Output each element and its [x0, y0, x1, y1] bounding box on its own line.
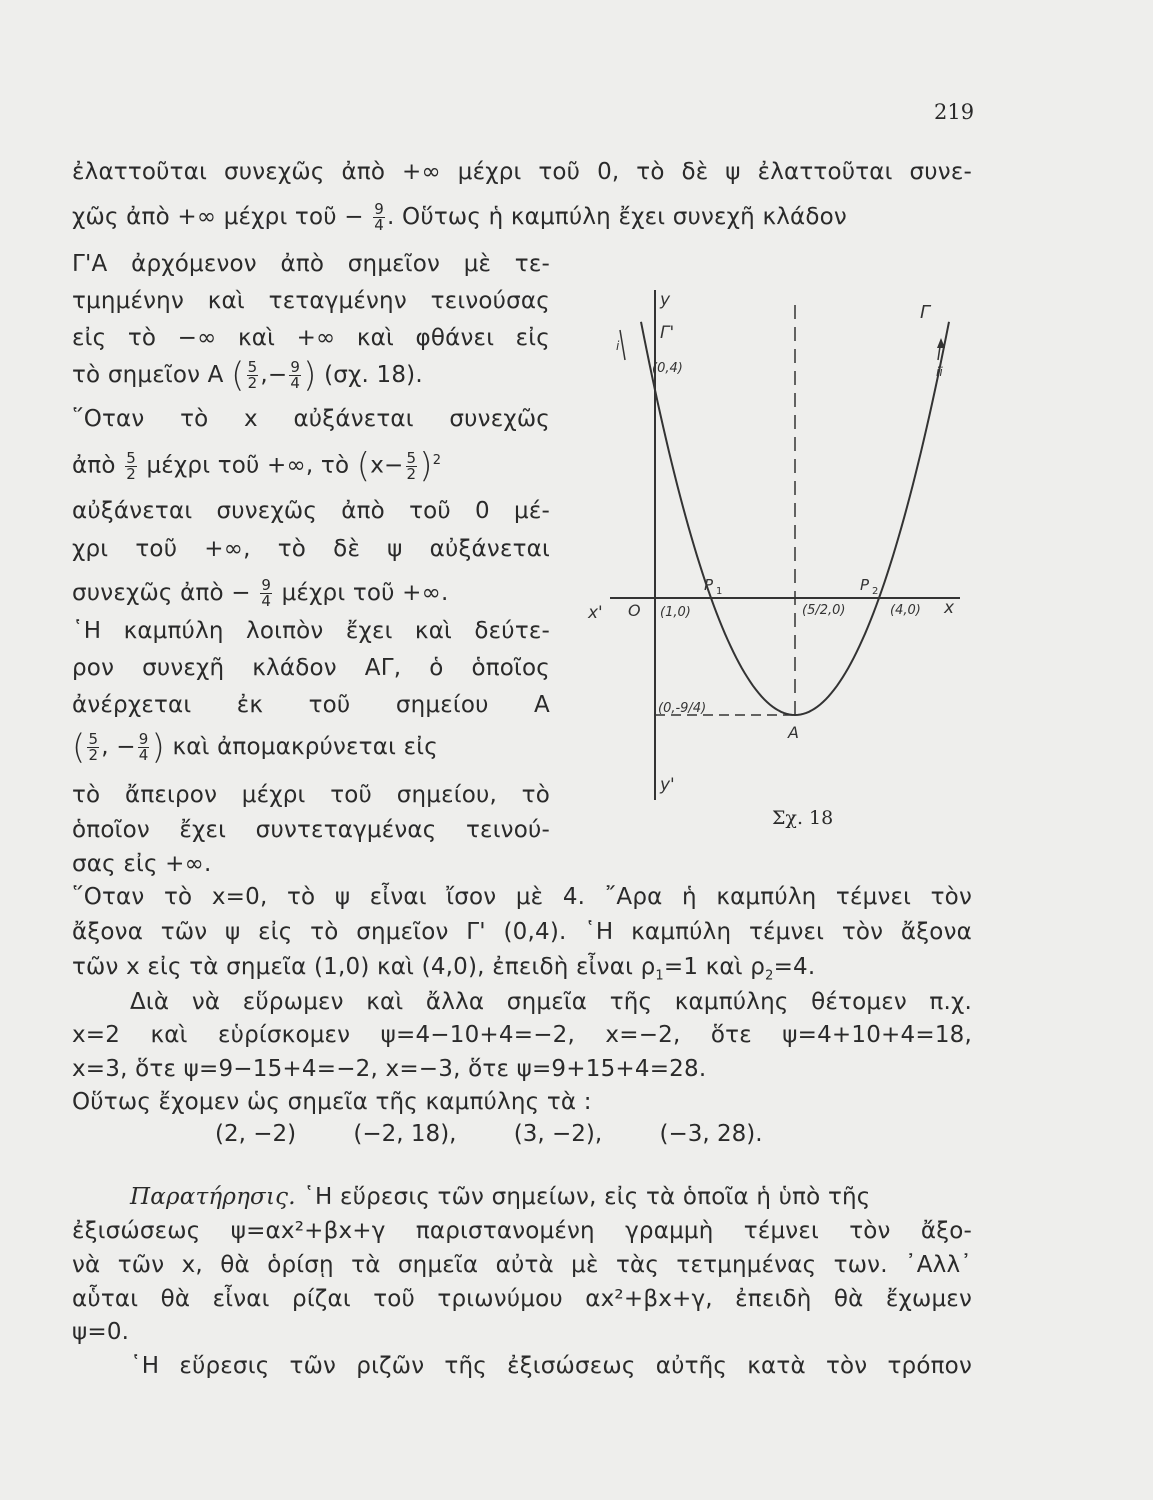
- label-y-prime: y': [660, 775, 675, 795]
- label-P2-sub: 2: [872, 586, 879, 597]
- text-line-2: χῶς ἀπὸ +∞ μέχρι τοῦ − $\frac{9}{4}$ . Οὕτως ἡ καμπύλη ἔχει συνεχῆ κλάδον: [72, 200, 847, 234]
- fraction-9-4: $\frac{9}{4}$: [374, 200, 385, 234]
- label-point-04: (0,4): [652, 361, 683, 376]
- label-point-520: (5/2,0): [802, 603, 846, 618]
- text-line-14: ἀνέρχεται ἐκ τοῦ σημείου Α: [72, 692, 550, 718]
- point-item: (−2, 18),: [353, 1121, 457, 1147]
- label-point-40: (4,0): [890, 603, 921, 618]
- text-line-6: τὸ σημεῖον Α ( $\frac{5}{2}$ ,− $\frac{9}{4}$ ) (σχ. 18).: [72, 355, 423, 396]
- text-line-31: ψ=0.: [72, 1319, 130, 1345]
- points-list: [215, 1121, 813, 1147]
- label-point-10: (1,0): [660, 605, 691, 620]
- label-arrow-ii: ii: [936, 365, 943, 379]
- text-line-5: εἰς τὸ −∞ καὶ +∞ καὶ φθάνει εἰς: [72, 325, 550, 351]
- text-line-21: τῶν x εἰς τὰ σημεῖα (1,0) καὶ (4,0), ἐπειδὴ εἶναι $\rho_1=1$ καὶ $\rho_2=4$.: [72, 954, 816, 984]
- text-line-4: τμημένην καὶ τεταγμένην τεινούσας: [72, 288, 550, 314]
- text-line-18: σας εἰς +∞.: [72, 851, 212, 877]
- text-line-16: τὸ ἄπειρον μέχρι τοῦ σημείου, τὸ: [72, 782, 550, 808]
- text-line-12: ῾Η καμπύλη λοιπὸν ἔχει καὶ δεύτε-: [72, 618, 550, 644]
- text-line-28: ἐξισώσεως ψ=αx²+βx+γ παριστανομένη γραμμὴ τέμνει τὸν ἄξο-: [72, 1218, 972, 1244]
- text-line-29: νὰ τῶν x, θὰ ὁρίσῃ τὰ σημεῖα αὐτὰ μὲ τὰς τετμημένας των. ᾿Αλλ᾿: [72, 1252, 972, 1278]
- text-line-19: ῞Οταν τὸ x=0, τὸ ψ εἶναι ἴσον μὲ 4. ῎Αρα ἡ καμπύλη τέμνει τὸν: [72, 884, 972, 910]
- text-line-3: Γ'Α ἀρχόμενον ἀπὸ σημεῖον μὲ τε-: [72, 251, 550, 277]
- label-gamma-prime: Γ': [660, 323, 675, 343]
- page-number: 219: [934, 100, 975, 124]
- text-line-11: συνεχῶς ἀπὸ − $\frac{9}{4}$ μέχρι τοῦ +∞.: [72, 576, 449, 610]
- figure-18: [580, 280, 980, 800]
- text-line-17: ὁποῖον ἔχει συντεταγμένας τεινού-: [72, 817, 550, 843]
- text-line-30: αὗται θὰ εἶναι ρίζαι τοῦ τριωνύμου αx²+βx+γ, ἐπειδὴ θὰ ἔχωμεν: [72, 1286, 972, 1312]
- label-origin: O: [628, 601, 641, 620]
- figure-caption: Σχ. 18: [772, 807, 834, 829]
- text-line-24: x=3, ὅτε ψ=9−15+4=−2, x=−3, ὅτε ψ=9+15+4=28.: [72, 1056, 707, 1082]
- label-x: x: [944, 598, 955, 618]
- point-item: (3, −2),: [513, 1121, 603, 1147]
- text-line-15: ( $\frac{5}{2}$ , − $\frac{9}{4}$ ) καὶ ἀπομακρύνεται εἰς: [72, 727, 438, 768]
- text-line-23: x=2 καὶ εὑρίσκομεν ψ=4−10+4=−2, x=−2, ὅτε ψ=4+10+4=18,: [72, 1022, 972, 1048]
- text-line-8: ἀπὸ $\frac{5}{2}$ μέχρι τοῦ +∞, τὸ (x− $\frac{5}{2}$ )$^2$: [72, 446, 442, 487]
- label-P1-sub: 1: [716, 586, 723, 597]
- point-item: (2, −2): [215, 1121, 297, 1147]
- text-line-25: Οὕτως ἔχομεν ὡς σημεῖα τῆς καμπύλης τὰ :: [72, 1089, 592, 1115]
- text-line-13: ρον συνεχῆ κλάδον ΑΓ, ὁ ὁποῖος: [72, 655, 550, 681]
- label-gamma: Γ: [920, 302, 931, 323]
- label-P1: P: [704, 576, 714, 594]
- text-line-10: χρι τοῦ +∞, τὸ δὲ ψ αὐξάνεται: [72, 536, 550, 562]
- text-line-20: ἄξονα τῶν ψ εἰς τὸ σημεῖον Γ' (0,4). ῾Η καμπύλη τέμνει τὸν ἄξονα: [72, 919, 972, 945]
- text-line-1: ἐλαττοῦται συνεχῶς ἀπὸ +∞ μέχρι τοῦ 0, τὸ δὲ ψ ἐλαττοῦται συνε-: [72, 159, 972, 185]
- point-item: (−3, 28).: [659, 1121, 763, 1147]
- text-line-32: ῾Η εὕρεσις τῶν ριζῶν τῆς ἐξισώσεως αὐτῆς κατὰ τὸν τρόπον: [130, 1353, 972, 1379]
- label-vertex-A: A: [788, 723, 799, 742]
- text-line-22: Διὰ νὰ εὕρωμεν καὶ ἄλλα σημεῖα τῆς καμπύλης θέτομεν π.χ.: [130, 989, 972, 1015]
- label-y: y: [660, 290, 671, 310]
- label-point-0-94: (0,-9/4): [658, 701, 707, 716]
- text-line-9: αὐξάνεται συνεχῶς ἀπὸ τοῦ 0 μέ-: [72, 498, 550, 524]
- label-P2: P: [860, 576, 870, 594]
- label-x-prime: x': [588, 603, 603, 623]
- remark-heading: Παρατήρησις.: [130, 1184, 296, 1210]
- text-line-7: ῞Οταν τὸ x αὐξάνεται συνεχῶς: [72, 406, 550, 432]
- text-line-27: Παρατήρησις. ῾Η εὕρεσις τῶν σημείων, εἰς τὰ ὁποῖα ἡ ὑπὸ τῆς: [130, 1184, 871, 1210]
- arrow-left: [620, 330, 625, 360]
- label-arrow-i: i: [616, 339, 620, 353]
